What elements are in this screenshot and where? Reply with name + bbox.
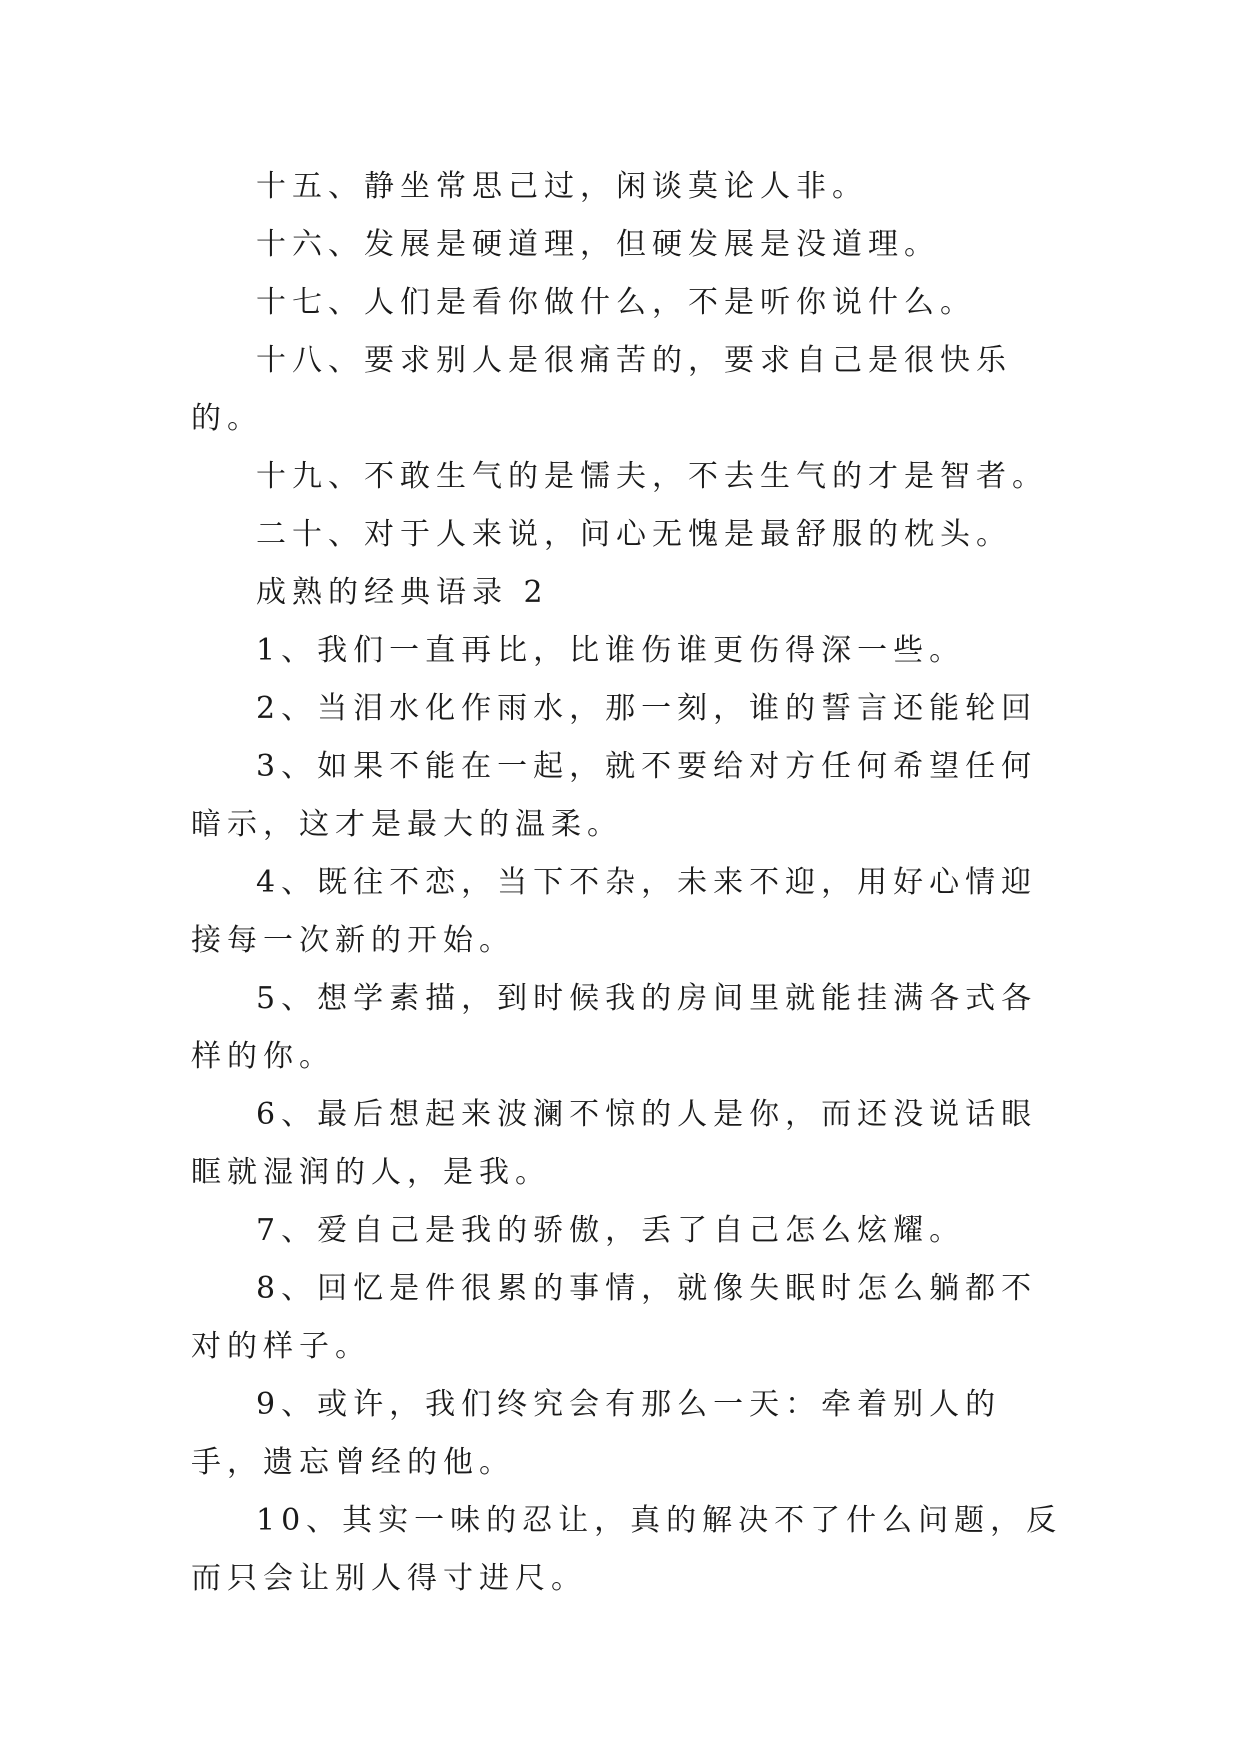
paragraph: 8、回忆是件很累的事情，就像失眠时怎么躺都不对的样子。 [191, 1271, 1038, 1364]
paragraph: 二十、对于人来说，问心无愧是最舒服的枕头。 [256, 517, 1012, 552]
section-heading: 成熟的经典语录 2 [256, 575, 549, 610]
paragraph: 十六、发展是硬道理，但硬发展是没道理。 [256, 227, 940, 262]
paragraph: 十七、人们是看你做什么，不是听你说什么。 [256, 285, 976, 320]
paragraph: 十八、要求别人是很痛苦的，要求自己是很快乐的。 [191, 343, 1012, 436]
paragraph: 9、或许，我们终究会有那么一天：牵着别人的手，遗忘曾经的他。 [191, 1387, 1002, 1480]
document-body [191, 158, 1069, 1608]
paragraph: 十九、不敢生气的是懦夫，不去生气的才是智者。 [256, 459, 1048, 494]
paragraph: 10、其实一味的忍让，真的解决不了什么问题，反而只会让别人得寸进尺。 [191, 1503, 1063, 1596]
paragraph: 4、既往不恋，当下不杂，未来不迎，用好心情迎接每一次新的开始。 [191, 865, 1038, 958]
paragraph: 7、爱自己是我的骄傲，丢了自己怎么炫耀。 [256, 1213, 966, 1248]
paragraph: 3、如果不能在一起，就不要给对方任何希望任何暗示，这才是最大的温柔。 [191, 749, 1038, 842]
paragraph: 2、当泪水化作雨水，那一刻，谁的誓言还能轮回 [256, 691, 1038, 726]
paragraph: 十五、静坐常思己过，闲谈莫论人非。 [256, 169, 868, 204]
paragraph: 1、我们一直再比，比谁伤谁更伤得深一些。 [256, 633, 966, 668]
paragraph: 5、想学素描，到时候我的房间里就能挂满各式各样的你。 [191, 981, 1038, 1074]
paragraph: 6、最后想起来波澜不惊的人是你，而还没说话眼眶就湿润的人，是我。 [191, 1097, 1038, 1190]
